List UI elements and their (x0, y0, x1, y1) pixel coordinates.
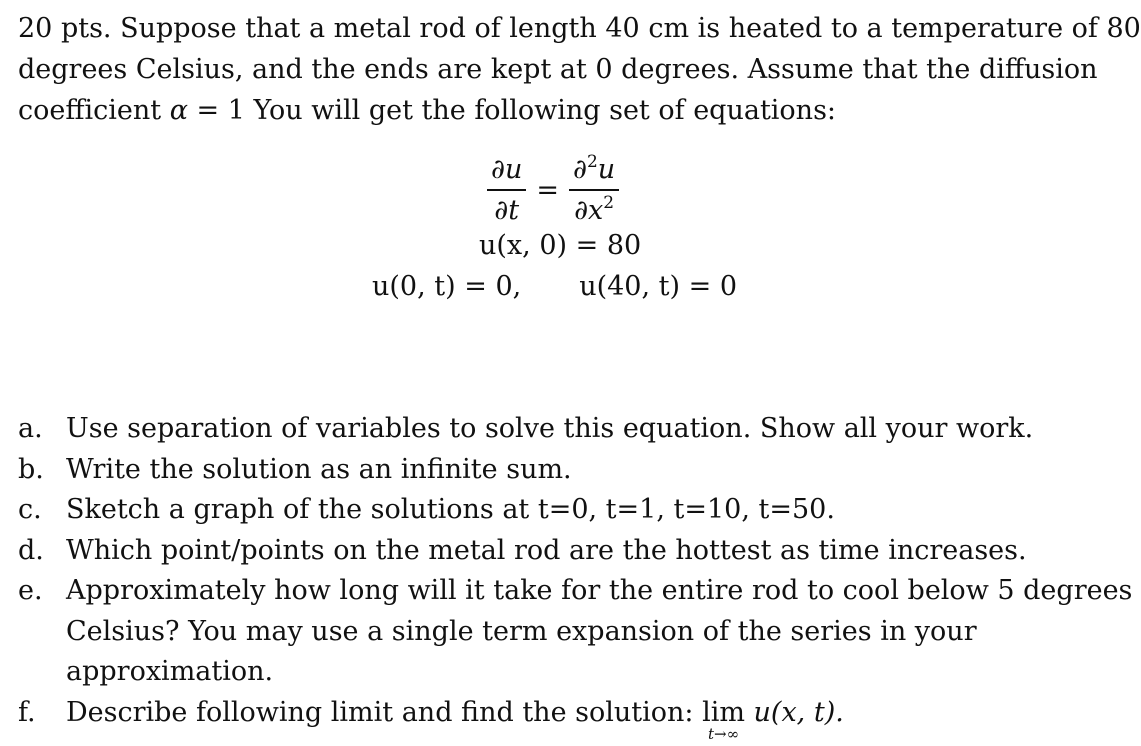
list-item (18, 571, 1133, 693)
time-derivative-fraction (487, 153, 526, 227)
list-item (18, 490, 1133, 531)
partial-symbol: ∂ (572, 154, 587, 185)
intro-line-3-equation: = 1 You will get the following set of equations: (187, 95, 837, 126)
initial-condition: u(x, 0) = 80 (479, 230, 642, 261)
intro-line-3-prefix: coefficient (18, 95, 170, 126)
equals-sign: = (536, 174, 559, 206)
question-list (18, 409, 1133, 742)
item-marker: a. (18, 413, 43, 444)
rhs-denominator (570, 194, 618, 227)
exponent: 2 (586, 152, 598, 172)
partial-x: ∂x (574, 195, 604, 226)
list-item (18, 531, 1133, 572)
problem-statement (18, 8, 1141, 131)
fraction-bar (569, 189, 619, 191)
list-item (18, 693, 1133, 742)
exponent: 2 (603, 193, 615, 213)
boundary-conditions (372, 268, 737, 306)
item-marker: f. (18, 696, 36, 728)
list-item (18, 409, 1133, 450)
rhs-numerator (569, 153, 619, 186)
heat-equation (483, 150, 743, 230)
item-marker: e. (18, 575, 43, 606)
item-text: Which point/points on the metal rod are the hottest as time increases. (66, 534, 1027, 566)
fraction-bar (487, 189, 526, 191)
intro-line-2: degrees Celsius, and the ends are kept at 0 degrees. Assume that the diffusion (18, 54, 1098, 85)
intro-line-1: 20 pts. Suppose that a metal rod of length 40 cm is heated to a temperature of 80 (18, 13, 1141, 44)
intro-line-3 (18, 90, 1128, 131)
item-text-prefix: Describe following limit and find the solution: (66, 696, 703, 728)
limit-subscript: t→∞ (707, 724, 740, 743)
limit-expression: u(x, t). (744, 696, 844, 728)
limit-operator (702, 693, 745, 742)
limit-word: lim (702, 696, 745, 728)
boundary-condition-right: u(40, t) = 0 (579, 271, 737, 302)
u-variable: u (597, 154, 616, 185)
list-item (18, 450, 1133, 491)
item-text: Sketch a graph of the solutions at t=0, t=1, t=10, t=50. (66, 494, 835, 525)
item-text (66, 693, 1133, 742)
item-text: Use separation of variables to solve this equation. Show all your work. (66, 413, 1034, 444)
item-text: Write the solution as an infinite sum. (66, 453, 572, 485)
boundary-condition-left: u(0, t) = 0, (372, 271, 522, 302)
alpha-symbol: α (169, 95, 188, 126)
lhs-numerator: ∂u (491, 154, 523, 185)
item-marker: c. (18, 494, 42, 525)
lhs-denominator: ∂t (494, 195, 520, 226)
item-marker: d. (18, 534, 44, 566)
item-text: Approximately how long will it take for the entire rod to cool below 5 degrees Celsius? You may use a single term expansion of the series in your approximation. (66, 575, 1133, 687)
item-marker: b. (18, 453, 44, 485)
second-derivative-fraction (569, 153, 619, 227)
